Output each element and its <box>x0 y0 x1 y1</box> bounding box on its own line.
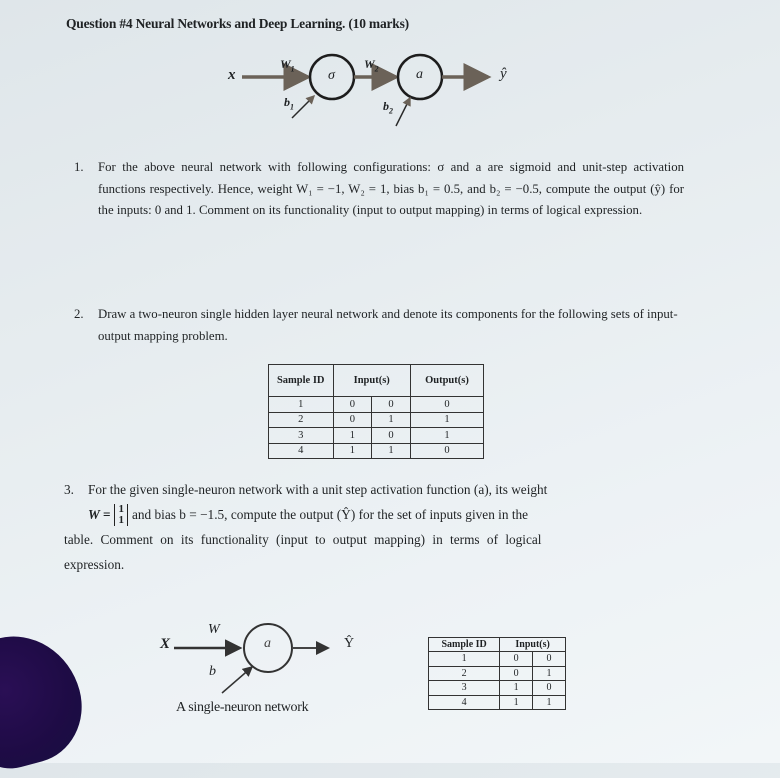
table2-header-inputs: Input(s) <box>500 638 566 652</box>
table-cell: 1 <box>410 412 483 428</box>
table-cell: 0 <box>410 397 483 413</box>
table-cell: 1 <box>410 428 483 444</box>
weight-vector-matrix <box>114 504 128 526</box>
finger-occlusion <box>0 622 95 778</box>
input-table <box>428 637 566 710</box>
table-cell: 4 <box>429 695 500 710</box>
table2-header-sample-id: Sample ID <box>429 638 500 652</box>
question-1-number: 1. <box>74 160 84 174</box>
table-cell: 1 <box>500 681 533 696</box>
question-1 <box>74 157 684 222</box>
weight-bottom: 1 <box>118 513 124 526</box>
table-cell: 0 <box>372 397 411 413</box>
table-row <box>269 443 484 459</box>
table-cell: 0 <box>410 443 483 459</box>
weight-vector-label: W = <box>88 507 111 522</box>
table-cell: 2 <box>269 412 334 428</box>
table-cell: 0 <box>500 666 533 681</box>
question-3-number: 3. <box>64 482 74 497</box>
diagram1-w2-label: $W_2$ <box>364 57 379 74</box>
diagram1-sigma: σ <box>328 68 335 83</box>
table1-header-outputs: Output(s) <box>410 365 483 397</box>
table-cell: 2 <box>429 666 500 681</box>
diagram2-input-x: X <box>160 636 171 652</box>
table-row <box>429 666 566 681</box>
diagram1-b1-label: $b_1$ <box>284 95 294 112</box>
question-3-line-3: table. Comment on its functionality (input to output mapping) in terms of logical <box>64 532 542 547</box>
question-title: Question #4 Neural Networks and Deep Learning. (10 marks) <box>66 16 409 31</box>
table-row <box>429 652 566 667</box>
diagram1-input-x: x <box>228 67 236 83</box>
table-cell: 1 <box>372 412 411 428</box>
table-cell: 1 <box>533 666 566 681</box>
diagram1-a: a <box>416 67 423 82</box>
table-cell: 1 <box>533 695 566 710</box>
question-2 <box>74 304 684 347</box>
table-cell: 1 <box>269 397 334 413</box>
table-cell: 3 <box>429 681 500 696</box>
diagram2-output-yhat: Ŷ <box>344 636 355 651</box>
table-cell: 3 <box>269 428 334 444</box>
xor-mapping-table <box>268 364 484 459</box>
table-row <box>269 412 484 428</box>
weight-top: 1 <box>118 502 124 515</box>
table-cell: 0 <box>500 652 533 667</box>
table-cell: 0 <box>533 652 566 667</box>
single-neuron-caption: A single-neuron network <box>176 700 309 715</box>
table-cell: 1 <box>333 443 372 459</box>
question-3 <box>64 477 694 577</box>
table-row <box>269 428 484 444</box>
table-cell: 1 <box>372 443 411 459</box>
table-cell: 0 <box>372 428 411 444</box>
question-2-text: Draw a two-neuron single hidden layer neural network and denote its components for the following sets of input-output mapping problem. <box>98 307 678 343</box>
table-cell: 0 <box>533 681 566 696</box>
single-neuron-diagram <box>160 615 360 695</box>
table-cell: 4 <box>269 443 334 459</box>
table-cell: 1 <box>429 652 500 667</box>
table-cell: 1 <box>500 695 533 710</box>
table1-header-sample-id: Sample ID <box>269 365 334 397</box>
question-1-text: For the above neural network with following configurations: σ and a are sigmoid and unit-step activation functions respectively. Hence, weight W₁ = −1, W₂ = 1, bias b₁ = 0.5, and b₂ = −0.5, compute the output (ŷ) for the inputs: 0 and 1. Comment on its functionality (input to output mapping) in terms of logical expression. <box>98 160 684 217</box>
table-row <box>269 397 484 413</box>
table-cell: 0 <box>333 412 372 428</box>
table-cell: 1 <box>333 428 372 444</box>
table-row <box>429 695 566 710</box>
table1-header-inputs: Input(s) <box>333 365 410 397</box>
table-row <box>429 681 566 696</box>
diagram1-b2-label: $b_2$ <box>383 99 393 116</box>
diagram1-output-yhat: ŷ <box>500 66 507 82</box>
question-2-number: 2. <box>74 307 84 321</box>
question-3-line-2: and bias b = −1.5, compute the output (Ŷ) for the set of inputs given in the <box>131 507 529 522</box>
diagram2-weight-w: W <box>208 622 220 637</box>
table-cell: 0 <box>333 397 372 413</box>
question-3-line-1: For the given single-neuron network with a unit step activation function (a), its weight <box>88 482 548 497</box>
diagram1-w1-label: $W_1$ <box>280 57 295 74</box>
diagram2-neuron-a: a <box>264 636 271 651</box>
question-3-line-4: expression. <box>64 557 125 572</box>
diagram2-bias-b: b <box>209 664 216 679</box>
